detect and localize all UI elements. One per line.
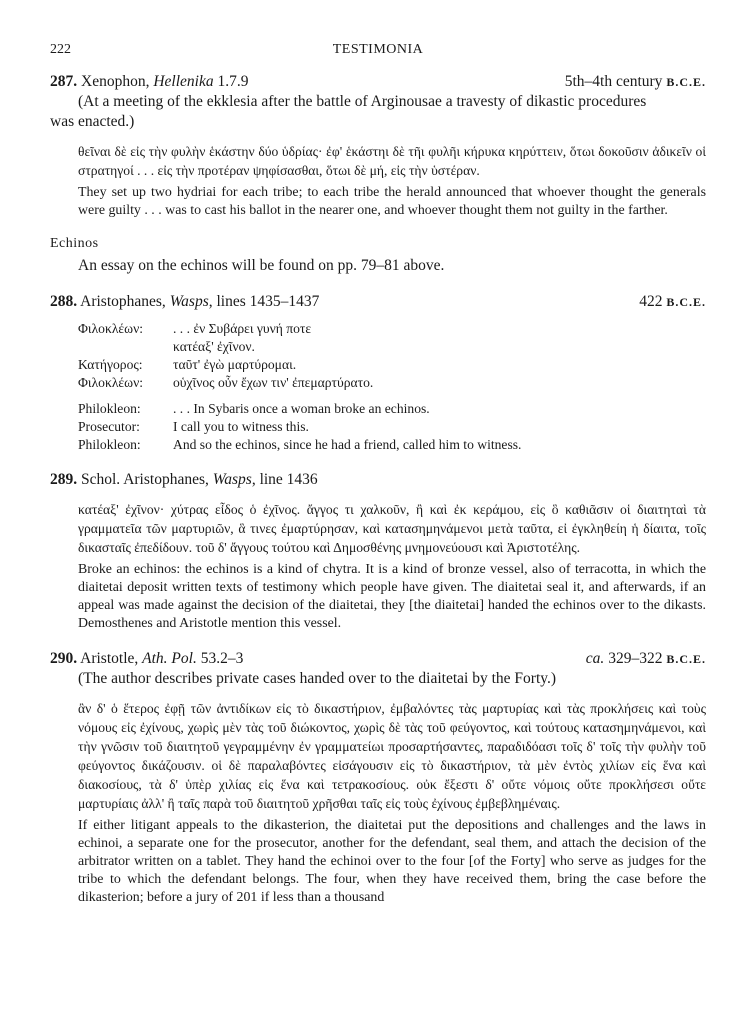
speaker: Philokleon: <box>78 401 141 416</box>
entry-author: Aristotle, <box>77 650 143 667</box>
entry-work: Wasps <box>212 471 252 488</box>
translation-text: They set up two hydriai for each tribe; to each tribe the herald announced that whoever thought the generals were guilty . . . was to cast his ballot in the nearer one, and whoever thought them not guilty in the farther. <box>78 185 706 218</box>
greek-text: ἂν δ' ὁ ἕτερος ἐφῇ τῶν ἀντιδίκων εἰς τὸ δικαστήριον, ἐμβαλόντες τὰς μαρτυρίας καὶ τὰς προκλήσεις καὶ τοὺς νόμους εἰς ἐχίνους, χωρὶς μὲν τὰς τοῦ διώκοντος, χωρὶς δὲ τὰς τοῦ φεύγοντος, καὶ τούτους κατασημηνάμενοι, καὶ τὴν γνῶσιν τοῦ διαιτητοῦ γεγραμμένην ἐν γραμματείωι προσαρτήσαντες, παραδιδόασι τοῖς δ' τοῖς τὴν φυλὴν τοῦ φεύγοντος δικάζουσιν. οἱ δὲ παραλαβόντες εἰσάγουσιν εἰς τὸ δικαστήριον, τὰ μὲν ἐντὸς χιλίων εἰς ἕνα καὶ διακοσίους, τὰ δ' ὑπὲρ χιλίας εἰς ἕνα καὶ τετρακοσίους. οὐκ ἔξεστι δ' οὔτε νόμοις οὔτε προκλήσεσι οὔτε μαρτυρίαις ἀλλ' ἢ ταῖς παρὰ τοῦ διαιτητοῦ χρῆσθαι ταῖς εἰς τοὺς ἐχίνους ἐμβεβλημέναις. <box>78 701 706 811</box>
era-label: B.C.E. <box>666 75 706 89</box>
translation-text: If either litigant appeals to the dikasterion, the diaitetai put the depositions and challenges and the laws in echinoi, a separate one for the prosecutor, another for the defendant, seal them, and attach the decision of the arbitrator written on a tablet. They hand the echinoi over to the four [of the Forty] who serve as judges for the tribe to which the defendant belongs. The four, when they have received them, bring the case before the dikasterion; before a jury of 201 if less than a thousand <box>78 818 706 905</box>
entry-note <box>50 92 706 132</box>
line-text: And so the echinos, since he had a friend, called him to witness. <box>173 437 522 452</box>
greek-text: κατέαξ' ἐχῖνον· χύτρας εἶδος ὁ ἐχῖνος. ἄγγος τι χαλκοῦν, ἢ καὶ ἐκ κεράμου, εἰς ὃ καθιᾶσιν οἱ διαιτηταὶ τὰ γραμματεῖα τῶν μαρτυριῶν, ἃ τινες ἐμαρτύρησαν, καὶ κατασημηνάμενοι μετὰ ταῦτα, εἰ ἐγκληθείη ἡ δίαιτα, τοῖς δικασταῖς ἐπεδίδουν. τοῦ δ' ἄγγους τούτου καὶ Δημοσθένης μνημονεύουσι καὶ Ἀριστοτέλης. <box>78 502 706 555</box>
dialog-line <box>78 418 706 436</box>
date-prefix: ca. <box>585 650 605 667</box>
entry-date <box>565 72 706 92</box>
date-text: 5th–4th century <box>564 73 667 90</box>
running-title: TESTIMONIA <box>332 42 424 57</box>
greek-text: θεῖναι δὲ εἰς τὴν φυλὴν ἑκάστην δύο ὑδρίας· ἐφ' ἑκάστηι δὲ τῆι φυλῆι κήρυκα κηρύττειν, ὅτωι δοκοῦσιν ἀδικεῖν οἱ στρατηγοί . . . εἰς τὴν προτέραν ψηφίσασθαι, ὅτωι δὲ μή, εἰς τὴν ὑστέραν. <box>78 144 706 178</box>
entry-heading <box>50 470 706 490</box>
entry-number: 287. <box>50 73 78 90</box>
entry-288 <box>50 292 706 454</box>
document-page <box>50 42 706 907</box>
entry-heading <box>50 292 706 312</box>
entry-author: Xenophon, <box>77 73 154 90</box>
entry-heading <box>50 649 706 669</box>
entry-heading <box>50 72 706 92</box>
entry-work: Wasps <box>169 293 209 310</box>
echinos-essay-note: An essay on the echinos will be found on pp. 79–81 above. <box>78 257 445 274</box>
line-text: κατέαξ' ἐχῖνον. <box>173 339 255 354</box>
era-label: B.C.E. <box>666 295 706 309</box>
page-number: 222 <box>50 42 71 57</box>
speaker: Φιλοκλέων: <box>78 375 144 390</box>
entry-289 <box>50 470 706 633</box>
date-text: 422 <box>639 293 667 310</box>
entry-number: 290. <box>50 650 78 667</box>
entry-work: Ath. Pol. <box>142 650 197 667</box>
english-dialog <box>50 400 706 454</box>
dialog-line <box>78 400 706 418</box>
line-text: . . . ἐν Συβάρει γυνή ποτε <box>173 321 312 336</box>
dialog-line <box>78 320 706 338</box>
entry-reference: 53.2–3 <box>196 650 244 667</box>
era-label: B.C.E. <box>666 652 706 666</box>
greek-dialog <box>50 320 706 392</box>
entry-work: Hellenika <box>153 73 214 90</box>
entry-author: Aristophanes, <box>77 293 170 310</box>
entry-date <box>586 649 706 669</box>
running-header <box>50 42 706 64</box>
line-text: I call you to witness this. <box>173 419 309 434</box>
entry-reference: , line 1436 <box>251 471 318 488</box>
line-text: ταῦτ' ἐγὼ μαρτύρομαι. <box>173 357 297 372</box>
entry-number: 289. <box>50 471 78 488</box>
line-text: . . . In Sybaris once a woman broke an echinos. <box>173 401 430 416</box>
entry-date <box>639 292 706 312</box>
note-line-2: was enacted.) <box>50 113 135 130</box>
line-text: οὑχῖνος οὖν ἔχων τιν' ἐπεμαρτύρατο. <box>173 375 374 390</box>
entry-author: Schol. Aristophanes, <box>77 471 213 488</box>
note-line-1: (At a meeting of the ekklesia after the battle of Arginousae a travesty of dikastic procedures <box>78 93 647 110</box>
entry-290 <box>50 649 706 907</box>
entry-note: (The author describes private cases handed over to the diaitetai by the Forty.) <box>78 670 557 687</box>
speaker <box>78 338 173 356</box>
speaker: Κατήγορος: <box>78 357 143 372</box>
entry-287 <box>50 72 706 220</box>
entry-reference: 1.7.9 <box>213 73 249 90</box>
dialog-line <box>78 436 706 454</box>
speaker: Philokleon: <box>78 437 141 452</box>
section-heading-echinos: Echinos <box>50 236 99 251</box>
translation-text: Broke an echinos: the echinos is a kind of chytra. It is a kind of bronze vessel, also of terracotta, in which the diaitetai deposit written texts of testimony which people have given. The diaitetai seal it, and afterwards, if an appeal was made against the decision of the diaitetai, they [the diaitetai] handed the echinos over to the dikasts. Demosthenes and Aristotle mention this vessel. <box>78 562 706 631</box>
entry-reference: , lines 1435–1437 <box>208 293 320 310</box>
date-text: 329–322 <box>604 650 667 667</box>
dialog-line <box>78 338 706 356</box>
speaker: Φιλοκλέων: <box>78 321 144 336</box>
dialog-line <box>78 356 706 374</box>
entry-number: 288. <box>50 293 78 310</box>
dialog-line <box>78 374 706 392</box>
speaker: Prosecutor: <box>78 419 140 434</box>
